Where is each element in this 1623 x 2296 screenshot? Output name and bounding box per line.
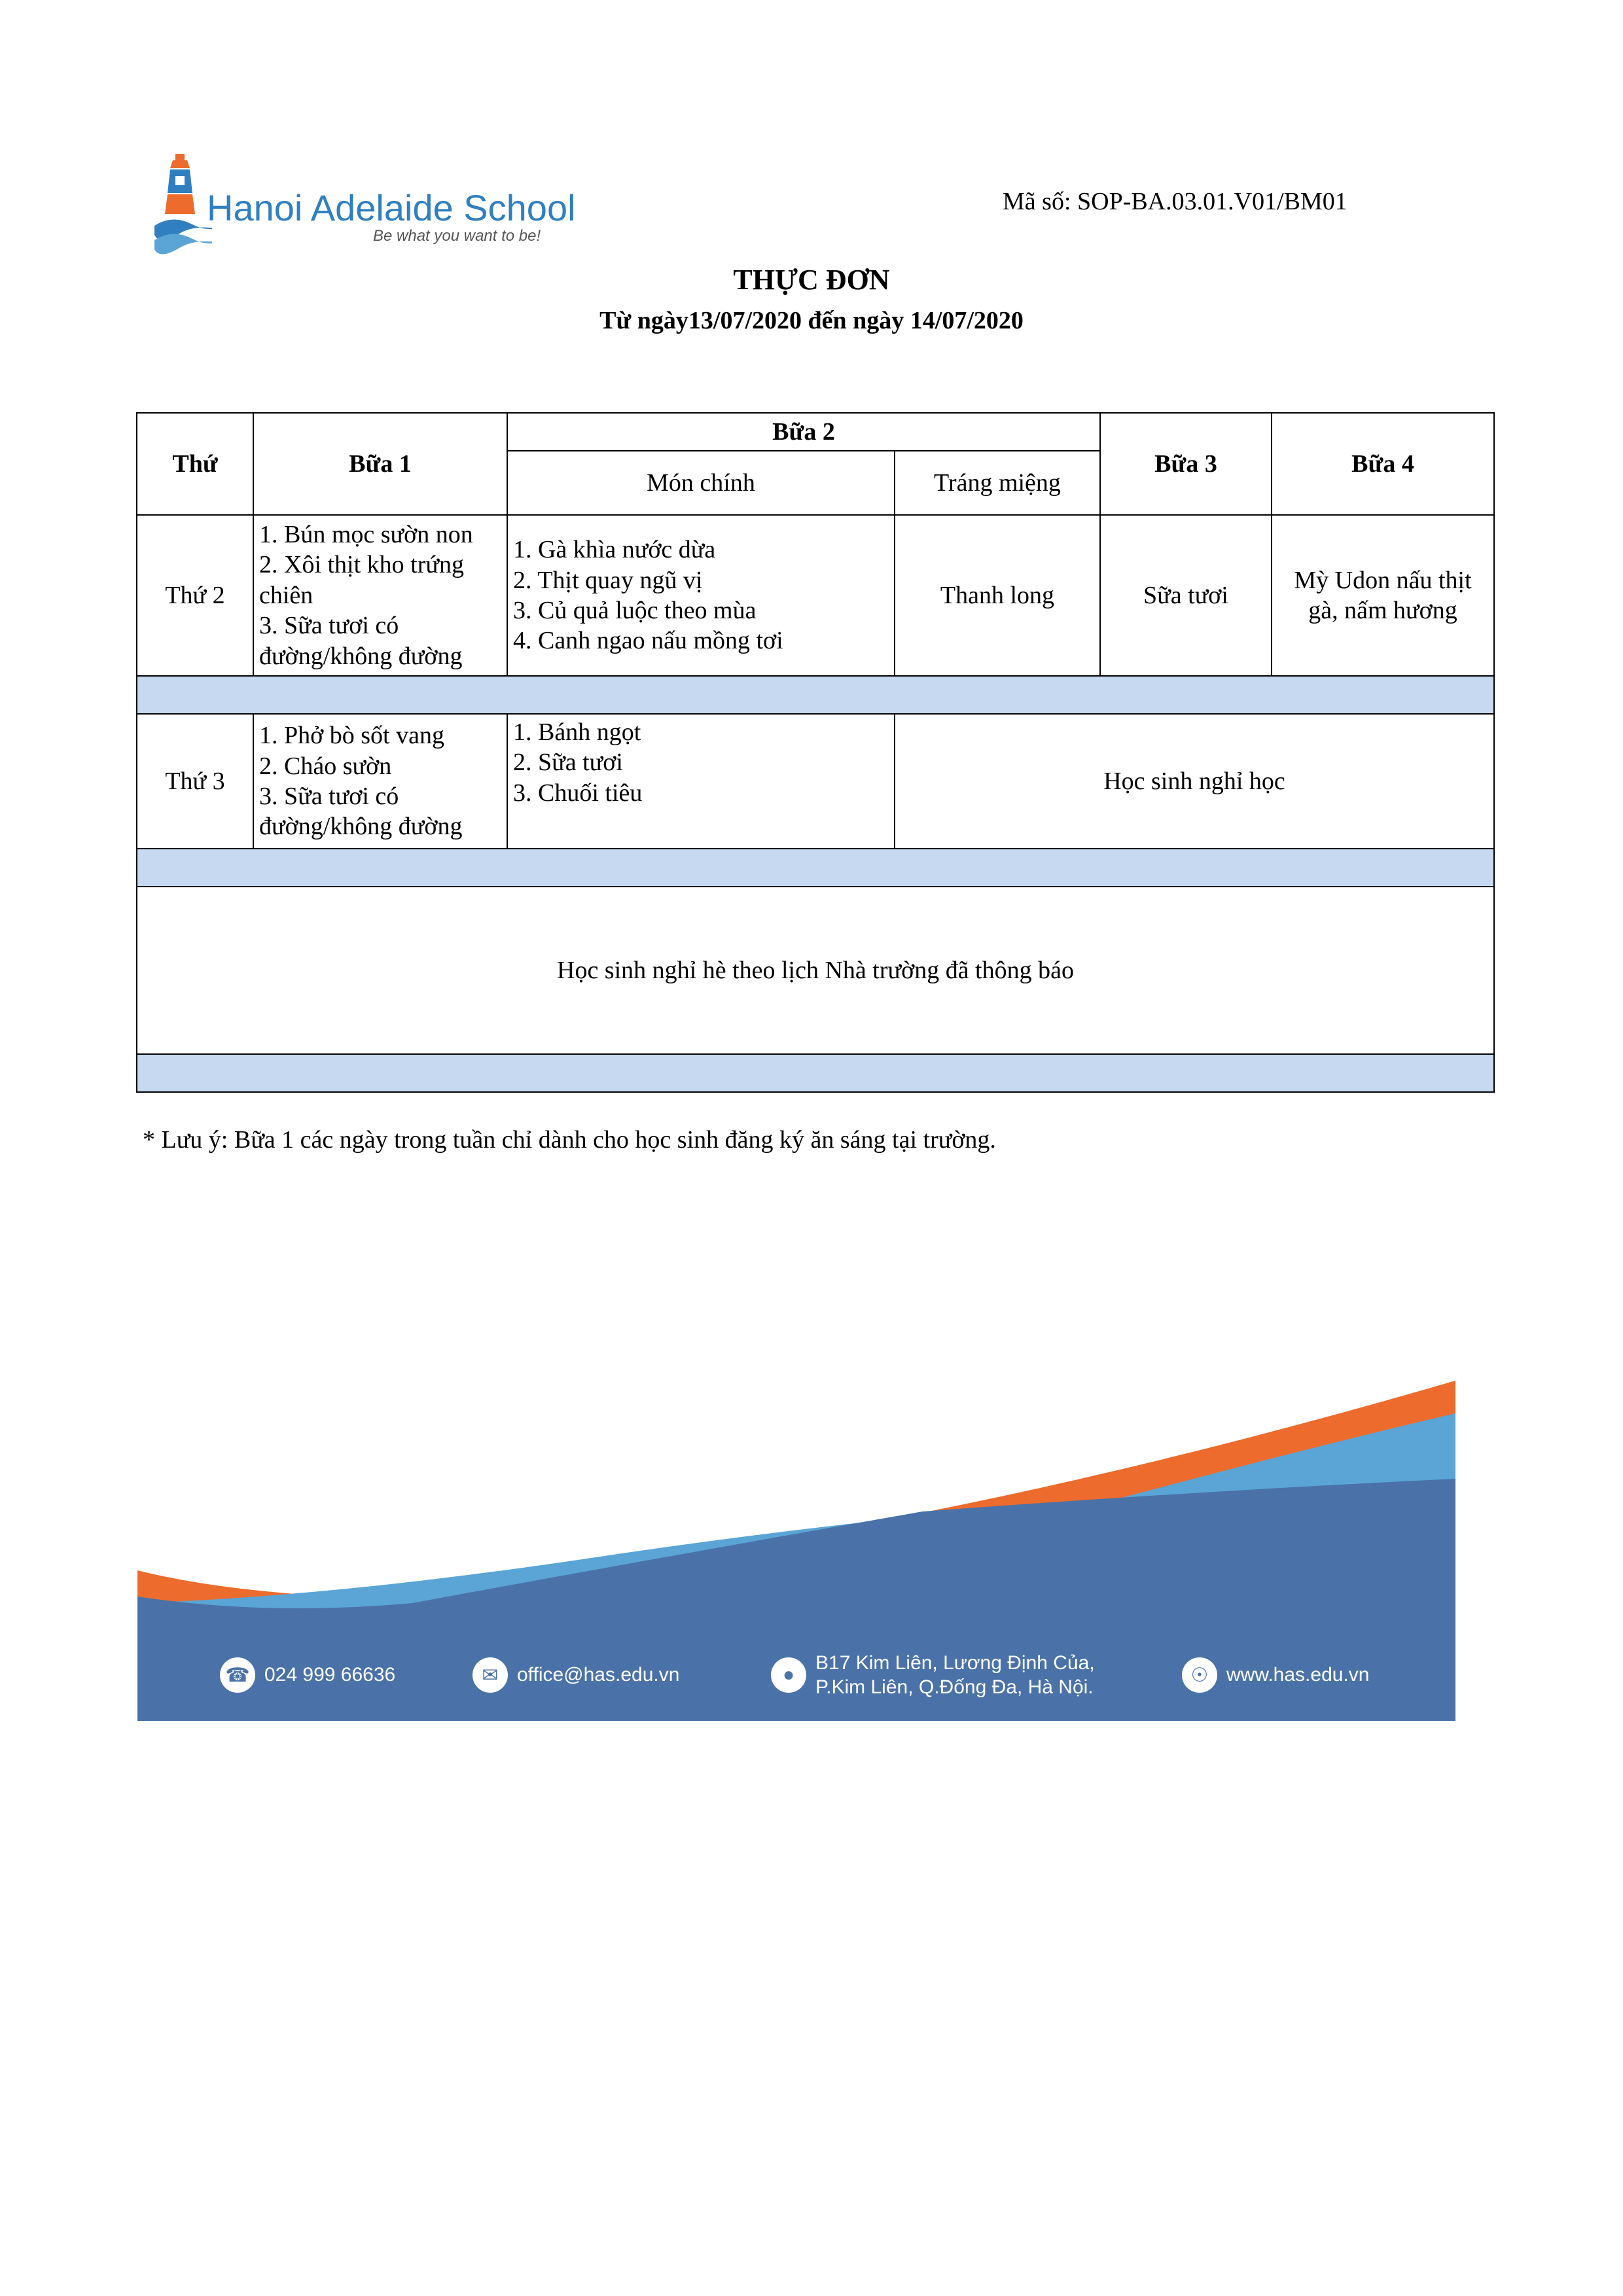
- list-item: đường/không đường: [259, 642, 463, 670]
- no-school-cell: Học sinh nghỉ học: [895, 714, 1494, 849]
- list-item: Mỳ Udon nấu thịt: [1294, 566, 1472, 594]
- list-item: 3. Sữa tươi có: [259, 783, 399, 810]
- list-item: 1. Gà khìa nước dừa: [513, 536, 716, 564]
- mon-chinh-cell: [507, 515, 895, 676]
- footer-address: [771, 1651, 1095, 1698]
- menu-table: [136, 412, 1495, 1093]
- day-cell: Thứ 3: [137, 714, 253, 849]
- lighthouse-icon: [153, 154, 212, 258]
- email-text: office@has.edu.vn: [517, 1664, 680, 1686]
- bua3-cell: Sữa tươi: [1100, 515, 1272, 676]
- mon-chinh-cell: [507, 714, 895, 849]
- table-row: [137, 714, 1494, 849]
- trang-mieng-cell: Thanh long: [895, 515, 1100, 676]
- logo-name: Hanoi Adelaide School: [207, 187, 576, 228]
- list-item: 1. Bún mọc sườn non: [259, 521, 473, 549]
- logo-tagline: Be what you want to be!: [373, 227, 541, 245]
- list-item: 2. Cháo sườn: [259, 752, 392, 780]
- mail-icon: ✉: [473, 1657, 508, 1693]
- footer-phone: [220, 1655, 395, 1695]
- table-row: [137, 515, 1494, 676]
- list-item: chiên: [259, 581, 313, 609]
- header-bua4: Bữa 4: [1272, 413, 1494, 515]
- page-title: THỰC ĐƠN: [733, 264, 890, 296]
- footer-email: [473, 1655, 679, 1695]
- header-bua3: Bữa 3: [1100, 413, 1272, 515]
- header-bua2: Bữa 2: [507, 413, 1100, 451]
- address-line: P.Kim Liên, Q.Đống Đa, Hà Nội.: [815, 1676, 1094, 1698]
- list-item: 1. Bánh ngọt: [513, 718, 641, 746]
- header-thu: Thứ: [137, 413, 253, 515]
- document-code: Mã số: SOP-BA.03.01.V01/BM01: [1003, 188, 1347, 215]
- list-item: 3. Chuối tiêu: [513, 779, 643, 807]
- address-text: [815, 1651, 1095, 1700]
- list-item: 3. Sữa tươi có: [259, 612, 399, 640]
- address-line: B17 Kim Liên, Lương Định Của,: [815, 1651, 1095, 1674]
- day-cell: Thứ 2: [137, 515, 253, 676]
- footer-banner: [137, 1381, 1455, 1721]
- header-trang-mieng: Tráng miệng: [895, 451, 1100, 515]
- list-item: đường/không đường: [259, 813, 463, 841]
- summer-notice-cell: Học sinh nghỉ hè theo lịch Nhà trường đã thông báo: [137, 887, 1494, 1054]
- list-item: 2. Thịt quay ngũ vị: [513, 566, 703, 594]
- bua4-cell: [1272, 515, 1494, 676]
- list-item: 2. Sữa tươi: [513, 749, 623, 777]
- list-item: gà, nấm hương: [1308, 597, 1457, 624]
- globe-icon: ☉: [1182, 1657, 1217, 1693]
- bua1-cell: [253, 515, 507, 676]
- separator-row: [137, 849, 1494, 887]
- location-pin-icon: ●: [771, 1657, 806, 1693]
- school-logo: [153, 154, 576, 258]
- date-range: Từ ngày13/07/2020 đến ngày 14/07/2020: [599, 307, 1024, 334]
- note-text: * Lưu ý: Bữa 1 các ngày trong tuần chỉ dành cho học sinh đăng ký ăn sáng tại trường.: [143, 1126, 996, 1154]
- separator-row: [137, 1054, 1494, 1092]
- footer-website: [1182, 1655, 1369, 1695]
- header-bua1: Bữa 1: [253, 413, 507, 515]
- summer-row: [137, 887, 1494, 1054]
- bua1-cell: [253, 714, 507, 849]
- list-item: 4. Canh ngao nấu mồng tơi: [513, 627, 783, 655]
- list-item: 2. Xôi thịt kho trứng: [259, 551, 464, 579]
- header-row: [137, 413, 1494, 451]
- header-mon-chinh: Món chính: [507, 451, 895, 515]
- phone-icon: ☎: [220, 1657, 255, 1693]
- list-item: 3. Củ quả luộc theo mùa: [513, 597, 757, 624]
- list-item: 1. Phở bò sốt vang: [259, 722, 444, 750]
- phone-text: 024 999 66636: [264, 1664, 396, 1686]
- website-text: www.has.edu.vn: [1226, 1664, 1370, 1686]
- separator-row: [137, 676, 1494, 714]
